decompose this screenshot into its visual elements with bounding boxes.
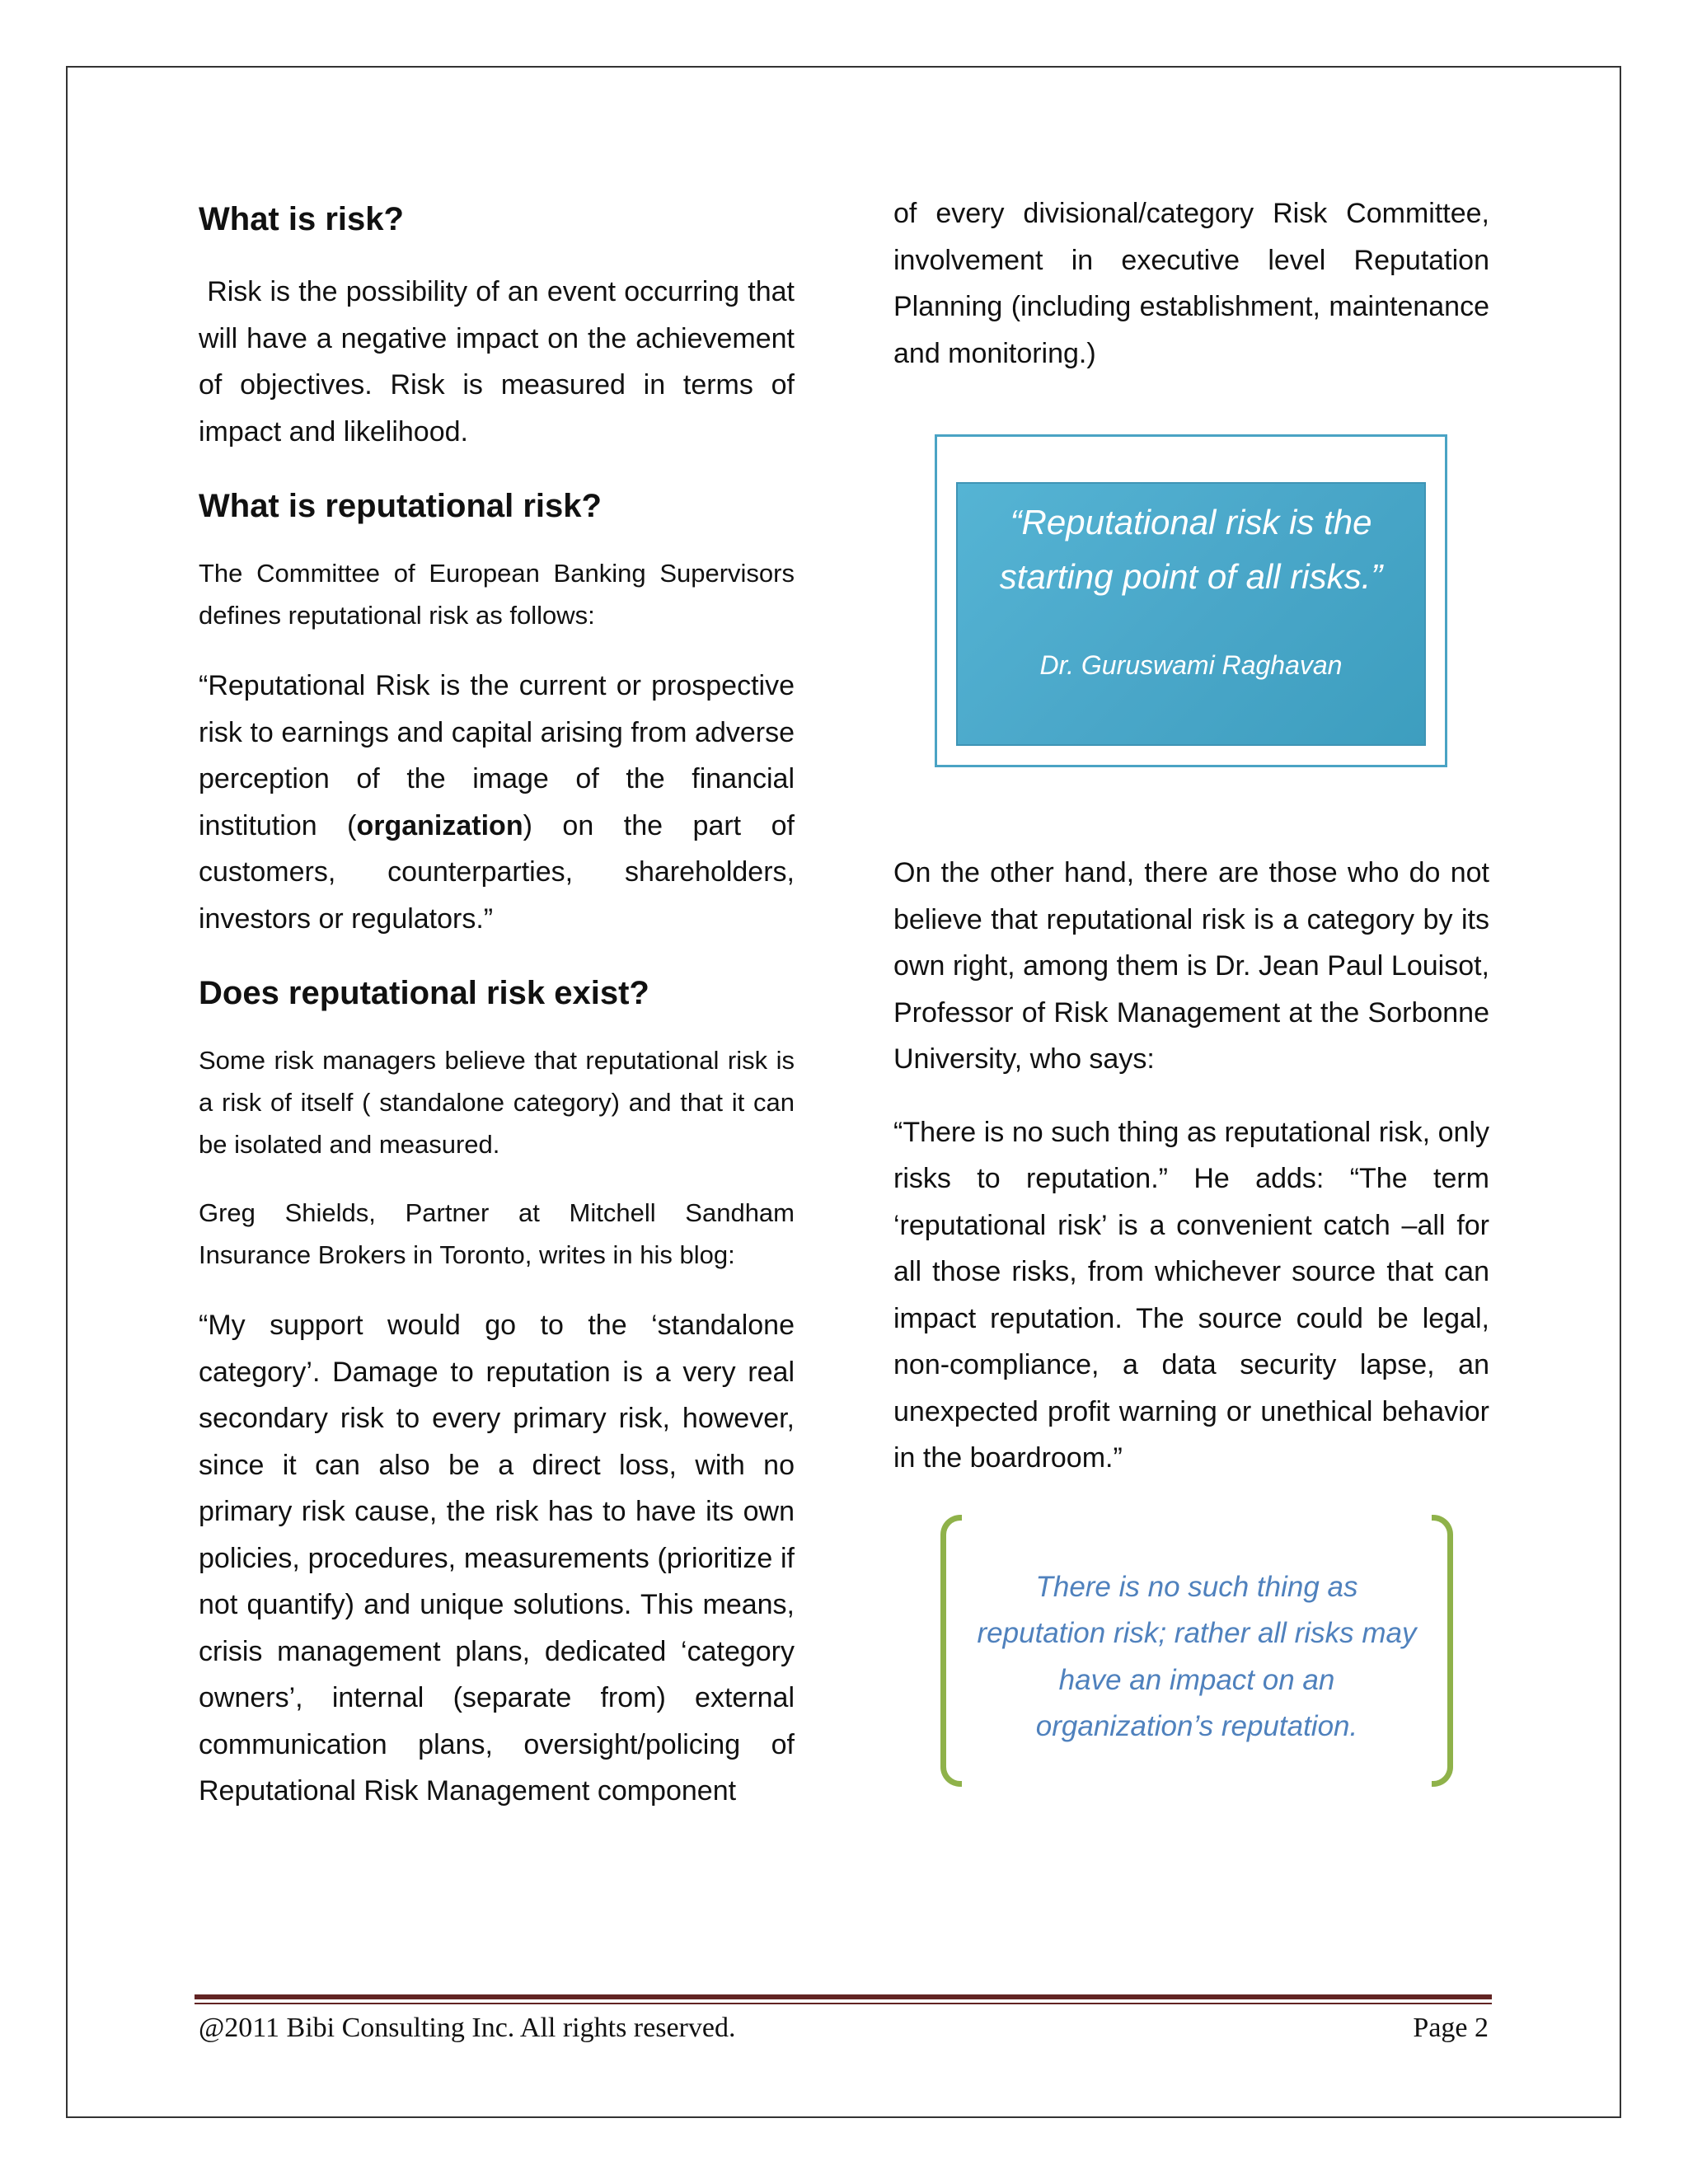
quote-box <box>935 434 1447 767</box>
paragraph-cebs-quote <box>199 663 795 942</box>
quote-box-text: “Reputational risk is the starting point of all risks.” <box>999 503 1383 596</box>
right-column <box>893 194 1489 1787</box>
quote-text-part-1: “Reputational Risk is the current or prospective risk to earnings and capital arising from adverse perception of the image of the financial institution ( <box>199 670 795 841</box>
heading-what-is-risk: What is risk? <box>199 201 404 237</box>
paragraph-cebs-intro: The Committee of European Banking Supervisors defines reputational risk as follows: <box>199 559 795 630</box>
paragraph-louisot-quote: “There is no such thing as reputational risk, only risks to reputation.” He adds: “The term ‘reputational risk’ is a convenient catch –all for all those risks, from whichever source that can impact reputation. The source could be legal, non-compliance, a data security lapse, an unexpected profit warning or unethical behavior in the boardroom.” <box>893 1116 1489 1474</box>
callout-text: There is no such thing as reputation risk; rather all risks may have an impact on an organization’s reputation. <box>977 1570 1417 1742</box>
footer-page-number: Page 2 <box>1413 2013 1489 2043</box>
left-bracket <box>940 1515 962 1787</box>
right-bracket <box>1432 1515 1453 1787</box>
footer-copyright: @2011 Bibi Consulting Inc. All rights reserved. <box>199 2013 736 2043</box>
quote-box-panel <box>956 482 1426 746</box>
paragraph-continued: of every divisional/category Risk Committee, involvement in executive level Reputation Planning (including establishment, maintenance and monitoring.) <box>893 198 1489 369</box>
quote-bold-word: organization <box>356 809 523 841</box>
footer-rule-thin <box>195 2003 1492 2004</box>
heading-does-risk-exist: Does reputational risk exist? <box>199 975 649 1011</box>
left-column <box>199 194 803 1815</box>
paragraph-risk-definition: Risk is the possibility of an event occurring that will have a negative impact on the achievement of objectives. Risk is measured in terms of impact and likelihood. <box>199 276 803 448</box>
paragraph-standalone-belief: Some risk managers believe that reputational risk is a risk of itself ( standalone category) and that it can be isolated and measured. <box>199 1046 795 1159</box>
paragraph-greg-quote: “My support would go to the ‘standalone category’. Damage to reputation is a very real secondary risk to every primary risk, however, since it can also be a direct loss, with no primary risk cause, the risk has to have its own policies, procedures, measurements (prioritize if not quantify) and unique solutions. This means, crisis management plans, dedicated ‘category owners’, internal (separate from) external communication plans, oversight/policing of Reputational Risk Management component <box>199 1310 795 1807</box>
heading-reputational-risk: What is reputational risk? <box>199 488 602 524</box>
paragraph-other-hand: On the other hand, there are those who do not believe that reputational risk is a category by its own right, among them is Dr. Jean Paul Louisot, Professor of Risk Management at the Sorbonne University, who says: <box>893 857 1489 1075</box>
quote-box-author: Dr. Guruswami Raghavan <box>1039 650 1343 680</box>
paragraph-greg-shields: Greg Shields, Partner at Mitchell Sandham Insurance Brokers in Toronto, writes in his blog: <box>199 1198 795 1269</box>
quote-text-part-2: ) on the part of customers, counterparties, shareholders, investors or regulators.” <box>199 809 795 935</box>
bracket-callout <box>940 1515 1453 1787</box>
footer-rule <box>195 1994 1492 1999</box>
